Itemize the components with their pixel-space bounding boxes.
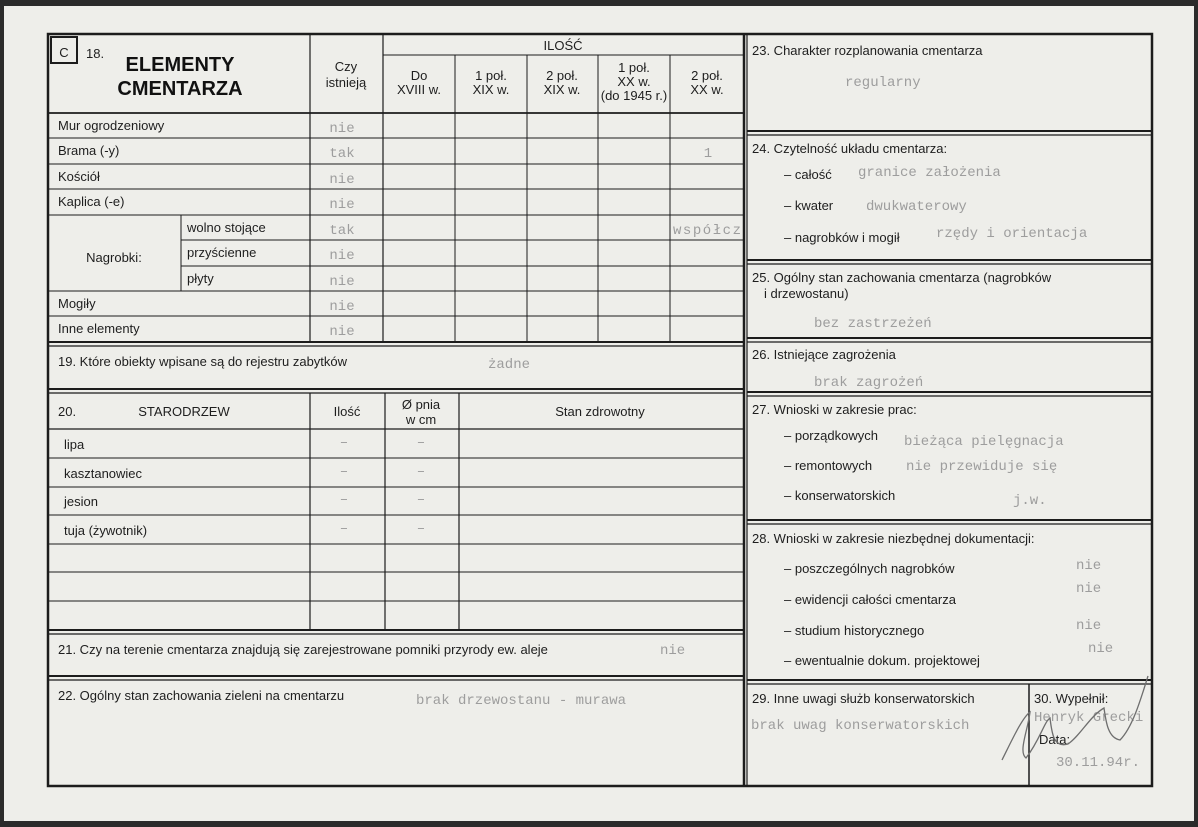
- s28-items-value-3: nie: [1088, 641, 1114, 657]
- section-21-label: 21. Czy na terenie cmentarza znajdują się zarejestrowane pomniki przyrody ew. aleje: [58, 642, 548, 657]
- trunk-diameter-header-line2: w cm: [405, 412, 437, 427]
- section-19: [58, 354, 530, 373]
- period-header-3-line1: XX w.: [617, 74, 651, 89]
- section-26-value: brak zagrożeń: [814, 375, 924, 391]
- section-29-label: 29. Inne uwagi służb konserwatorskich: [752, 691, 975, 706]
- s27-items-label-1: – remontowych: [784, 458, 873, 473]
- element-row-exists-2: nie: [329, 172, 355, 188]
- s24-items-value-0: granice założenia: [858, 165, 1001, 181]
- s28-items-label-0: – poszczególnych nagrobków: [784, 561, 955, 576]
- health-header: Stan zdrowotny: [555, 404, 645, 419]
- period-header-4-line1: XX w.: [690, 82, 724, 97]
- section-24: [752, 141, 1087, 245]
- period-header-1-line1: XIX w.: [472, 82, 510, 97]
- element-row-label-5: przyścienne: [187, 245, 257, 260]
- period-header-0-line0: Do: [410, 68, 428, 83]
- element-row-label-0: Mur ogrodzeniowy: [58, 118, 165, 133]
- exists-header-line1: Czy: [334, 59, 358, 74]
- s27-items-value-1: nie przewiduje się: [906, 459, 1058, 475]
- tree-diameter-2: –: [416, 492, 426, 508]
- s24-items-label-0: – całość: [784, 167, 832, 182]
- element-row-exists-1: tak: [329, 146, 355, 162]
- s24-items-label-1: – kwater: [784, 198, 834, 213]
- tree-name-3: tuja (żywotnik): [64, 523, 148, 538]
- section-23: [752, 43, 983, 91]
- s24-items-value-2: rzędy i orientacja: [936, 226, 1088, 242]
- element-row-exists-4: tak: [329, 223, 355, 239]
- period-header-1-line0: 1 poł.: [475, 68, 507, 83]
- section-25-label-line1: 25. Ogólny stan zachowania cmentarza (nagrobków: [752, 270, 1052, 285]
- section-26-label: 26. Istniejące zagrożenia: [752, 347, 896, 362]
- tree-diameter-3: –: [416, 521, 426, 537]
- tree-quantity-2: –: [339, 492, 349, 508]
- element-row-label-2: Kościół: [58, 169, 100, 184]
- tree-quantity-1: –: [339, 464, 349, 480]
- section-22-value: brak drzewostanu - murawa: [416, 693, 627, 709]
- section-21-value: nie: [660, 643, 686, 659]
- element-row-label-3: Kaplica (-e): [58, 194, 125, 209]
- section-title-line2: CMENTARZA: [117, 78, 243, 100]
- element-row-exists-7: nie: [329, 299, 355, 315]
- section-27: [752, 402, 1064, 509]
- s24-items-value-1: dwukwaterowy: [866, 199, 967, 215]
- s28-items-label-2: – studium historycznego: [784, 623, 925, 638]
- element-row-quantity-4: współcz: [673, 223, 741, 239]
- tree-name-2: jesion: [64, 494, 98, 509]
- period-header-2-line0: 2 poł.: [546, 68, 578, 83]
- section-29: [751, 691, 975, 734]
- s28-items-label-3: – ewentualnie dokum. projektowej: [784, 653, 980, 668]
- tree-quantity-0: –: [339, 435, 349, 451]
- section-tag: C: [59, 45, 69, 60]
- s27-items-label-0: – porządkowych: [784, 428, 878, 443]
- section-20: [58, 397, 645, 538]
- section-27-items: [784, 428, 1064, 509]
- element-row-quantity-1: 1: [703, 146, 713, 162]
- period-headers: [397, 60, 724, 103]
- s24-items-label-2: – nagrobków i mogił: [784, 230, 900, 245]
- s28-items-value-0: nie: [1076, 558, 1102, 574]
- nagrobki-label: Nagrobki:: [86, 250, 142, 265]
- section-title-line1: ELEMENTY: [125, 54, 235, 76]
- section-28-label: 28. Wnioski w zakresie niezbędnej dokumentacji:: [752, 531, 1035, 546]
- tree-quantity-header: Ilość: [333, 404, 361, 419]
- section-26: [752, 347, 923, 391]
- section-28: [752, 531, 1113, 668]
- section-18-header: [51, 37, 724, 103]
- period-header-2-line1: XIX w.: [543, 82, 581, 97]
- element-row-label-7: Mogiły: [58, 296, 96, 311]
- s28-items-value-2: nie: [1076, 618, 1102, 634]
- trunk-diameter-header-line1: Ø pnia: [401, 397, 441, 412]
- element-row-exists-6: nie: [329, 274, 355, 290]
- s28-items-value-1: nie: [1076, 581, 1102, 597]
- section-19-label: 19. Które obiekty wpisane są do rejestru zabytków: [58, 354, 348, 369]
- element-row-exists-8: nie: [329, 324, 355, 340]
- tree-diameter-1: –: [416, 464, 426, 480]
- period-header-3-line2: (do 1945 r.): [600, 88, 668, 103]
- period-header-3-line0: 1 poł.: [618, 60, 650, 75]
- filled-by-name: Henryk Grecki: [1034, 710, 1144, 726]
- section-number: 18.: [86, 46, 105, 61]
- section-27-label: 27. Wnioski w zakresie prac:: [752, 402, 917, 417]
- section-22: [58, 688, 626, 709]
- period-header-0-line1: XVIII w.: [396, 82, 442, 97]
- element-row-label-4: wolno stojące: [187, 220, 266, 235]
- tree-diameter-0: –: [416, 435, 426, 451]
- section-24-label: 24. Czytelność układu cmentarza:: [752, 141, 948, 156]
- section-25-value: bez zastrzeżeń: [814, 316, 932, 332]
- date-value: 30.11.94r.: [1056, 755, 1141, 771]
- exists-header-line2: istnieją: [325, 75, 367, 90]
- section-21: [58, 642, 685, 659]
- period-header-4-line0: 2 poł.: [691, 68, 723, 83]
- element-row-label-8: Inne elementy: [58, 321, 140, 336]
- element-row-label-1: Brama (-y): [58, 143, 120, 158]
- element-row-exists-3: nie: [329, 197, 355, 213]
- section-24-items: [784, 165, 1087, 245]
- section-20-title: STARODRZEW: [138, 404, 230, 419]
- s27-items-value-2: j.w.: [1013, 493, 1047, 509]
- tree-name-0: lipa: [64, 437, 85, 452]
- tree-name-1: kasztanowiec: [64, 466, 143, 481]
- section-25-label-line2: i drzewostanu): [764, 286, 849, 301]
- s27-items-value-0: bieżąca pielęgnacja: [904, 434, 1064, 450]
- section-29-value: brak uwag konserwatorskich: [751, 718, 970, 734]
- section-20-number: 20.: [58, 404, 77, 419]
- s28-items-label-1: – ewidencji całości cmentarza: [784, 592, 956, 607]
- section-30: [1002, 676, 1148, 771]
- section-23-label: 23. Charakter rozplanowania cmentarza: [752, 43, 983, 58]
- section-25: [752, 270, 1052, 332]
- date-label: Data:: [1039, 732, 1071, 747]
- element-row-exists-5: nie: [329, 248, 355, 264]
- element-row-exists-0: nie: [329, 121, 355, 137]
- section-30-label: 30. Wypełnił:: [1034, 691, 1109, 706]
- section-19-value: żadne: [488, 357, 531, 373]
- quantity-header: ILOŚĆ: [543, 38, 583, 53]
- tree-quantity-3: –: [339, 521, 349, 537]
- element-row-label-6: płyty: [187, 271, 214, 286]
- section-22-label: 22. Ogólny stan zachowania zieleni na cmentarzu: [58, 688, 345, 703]
- section-18-rows: [58, 118, 741, 340]
- s27-items-label-2: – konserwatorskich: [784, 488, 896, 503]
- section-28-items: [784, 558, 1113, 668]
- section-23-value: regularny: [845, 75, 921, 91]
